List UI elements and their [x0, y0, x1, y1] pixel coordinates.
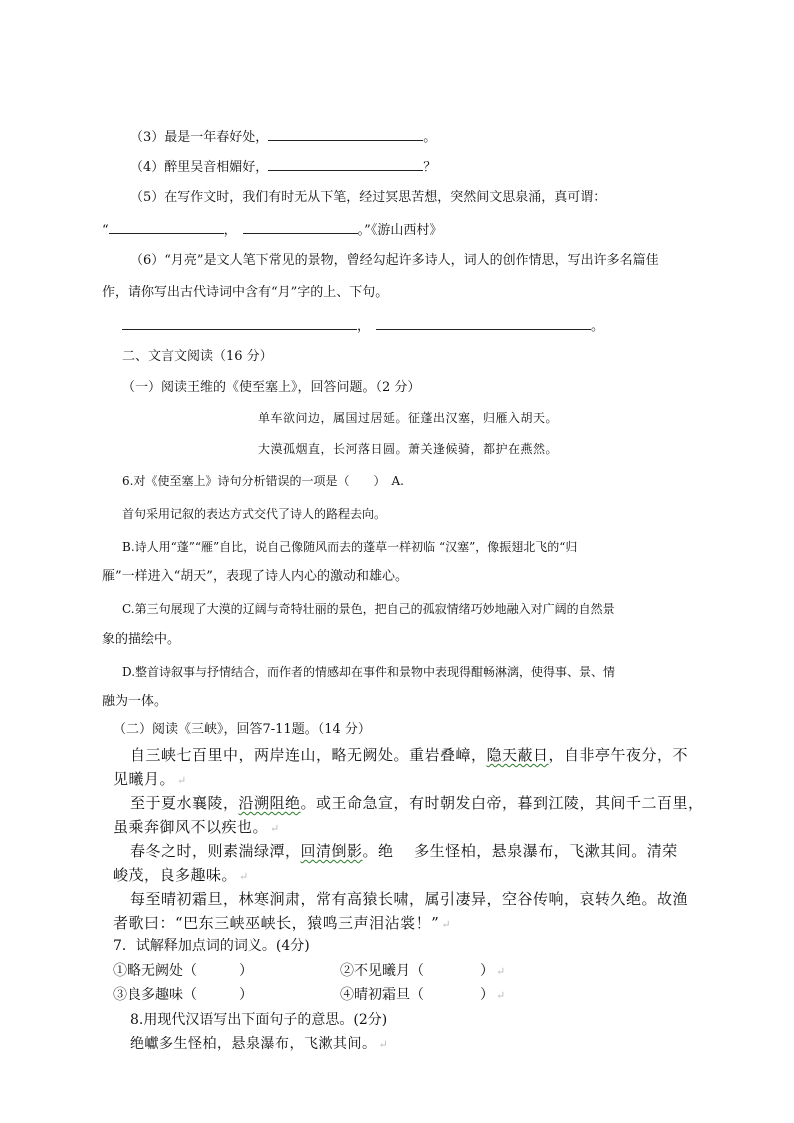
passage-para-3: [130, 842, 678, 860]
question-6: （6）“月亮”是文人笔下常见的景物，曾经勾起许多诗人，词人的创作情思，写出许多名篇佳: [130, 253, 659, 268]
passage-text: 至于夏水襄陵，: [130, 794, 239, 812]
option-d-cont: 融为一体。: [102, 694, 168, 709]
question-6-answer-line: [122, 317, 604, 335]
q6-end: 。: [591, 319, 605, 334]
question-7-item-3: [113, 987, 253, 1004]
question-3: [130, 128, 436, 146]
question-7: 7．试解释加点词的词义。(4分): [113, 938, 310, 954]
passage-underlined: 沿溯阻绝: [238, 794, 301, 812]
q6-comma: ，: [357, 319, 371, 334]
q4-label: （4）醉里吴音相媚好，: [130, 160, 269, 175]
q5-open-quote: “: [102, 223, 109, 238]
question-7-item-2: [340, 963, 505, 980]
answer-blank[interactable]: [376, 317, 591, 330]
passage-para-1-cont: [113, 770, 187, 788]
return-mark-icon: ↵: [441, 918, 452, 931]
answer-blank[interactable]: [268, 158, 423, 171]
part1-heading: （一）阅读王维的《使至塞上》，回答问题。（2 分）: [122, 380, 421, 395]
answer-blank[interactable]: [243, 221, 358, 234]
option-c: C.第三句展现了大漠的辽阔与奇特壮丽的景色，把自己的孤寂情绪巧妙地融入对广阔的自然景: [122, 602, 615, 616]
passage-para-4: 每至晴初霜旦，林寒涧肃，常有高猿长啸，属引凄异，空谷传响，哀转久绝。故渔: [130, 890, 689, 908]
passage-para-2: [130, 794, 704, 812]
q7-item: ①略无阙处（ ）: [113, 963, 253, 979]
option-b-cont: 雁”一样进入“胡天”，表现了诗人内心的激动和雄心。: [102, 569, 408, 584]
passage-text: 虽乘奔御风不以疾也。: [113, 818, 269, 836]
option-b: B.诗人用“蓬”“雁”自比，说自己像随风而去的蓬草一样初临 “汉塞”，像振翅北飞的“归: [122, 540, 578, 554]
passage-text: 。或王命急宣，有时朝发白帝，暮到江陵，其间千二百里，: [300, 794, 704, 812]
passage-text: 峻茂，良多趣味。: [113, 866, 238, 884]
option-a: 首句采用记叙的表达方式交代了诗人的路程去向。: [122, 507, 387, 521]
q3-end: 。: [423, 130, 437, 145]
return-mark-icon: ↵: [239, 870, 249, 883]
passage-para-3-cont: [113, 866, 249, 884]
question-4: [130, 158, 436, 176]
passage-text: ，自非亭午夜分，不: [548, 746, 689, 764]
question-5-answer-line: [102, 221, 442, 239]
question-7-item-4: [340, 987, 505, 1004]
passage-para-1: [130, 746, 688, 764]
poem-line-2: 大漠孤烟直，长河落日圆。萧关逢候骑，都护在燕然。: [258, 442, 559, 456]
passage-para-4-cont: [113, 914, 451, 932]
q7-item: ②不见曦月（ ）: [340, 963, 494, 979]
answer-blank[interactable]: [122, 317, 357, 330]
q8-sentence-text: 绝巘多生怪柏，悬泉瀑布，飞漱其间。: [130, 1036, 377, 1052]
passage-underlined: 回清倒影: [300, 842, 363, 860]
question-8: 8.用现代汉语写出下面句子的意思。(2分): [130, 1012, 388, 1028]
passage-text: 自三峡七百里中，两岸连山，略无阙处。重岩叠嶂，: [130, 746, 487, 764]
question-7-item-1: [113, 963, 253, 980]
return-mark-icon: ↵: [378, 1038, 389, 1051]
passage-text: 春冬之时，则素湍绿潭，: [130, 842, 301, 860]
question-8-sentence: [130, 1036, 388, 1053]
option-d: D.整首诗叙事与抒情结合，而作者的情感却在事件和景物中表现得酣畅淋漓，使得事、景、情: [122, 665, 616, 679]
q3-label: （3）最是一年春好处，: [130, 130, 269, 145]
return-mark-icon: ↵: [496, 989, 506, 1002]
option-c-cont: 象的描绘中。: [102, 632, 181, 647]
q5-close: 。”《游山西村》: [357, 223, 443, 238]
q7-item: ③良多趣味（ ）: [113, 987, 253, 1003]
return-mark-icon: ↵: [270, 822, 280, 835]
question-5: （5）在写作文时，我们有时无从下笔，经过冥思苦想，突然间文思泉涌，真可谓：: [130, 190, 607, 205]
question-6-mc: 6.对《使至塞上》诗句分析错误的一项是（ ） A.: [122, 474, 404, 488]
answer-blank[interactable]: [268, 128, 423, 141]
q4-end: ？: [423, 160, 437, 175]
question-6-line2: 作，请你写出古代诗词中含有“月”字的上、下句。: [102, 285, 389, 300]
answer-blank[interactable]: [109, 221, 224, 234]
return-mark-icon: ↵: [177, 774, 187, 787]
passage-underlined: 隐天蔽日: [486, 746, 549, 764]
passage-text: 。绝 多生怪柏，悬泉瀑布，飞漱其间。清荣: [362, 842, 678, 860]
poem-line-1: 单车欲问边，属国过居延。征蓬出汉塞，归雁入胡天。: [258, 411, 559, 425]
part2-heading: （二）阅读《三峡》，回答7-11题。（14 分）: [113, 722, 371, 737]
passage-para-2-cont: [113, 818, 280, 836]
return-mark-icon: ↵: [496, 965, 506, 978]
q5-comma: ，: [223, 223, 237, 238]
section-heading: 二、文言文阅读（16 分）: [122, 349, 273, 364]
q7-item: ④晴初霜旦（ ）: [340, 987, 494, 1003]
passage-text: 者歌曰：“巴东三峡巫峡长，猿鸣三声泪沾裳！”: [113, 914, 440, 932]
passage-text: 见曦月。: [113, 770, 176, 788]
